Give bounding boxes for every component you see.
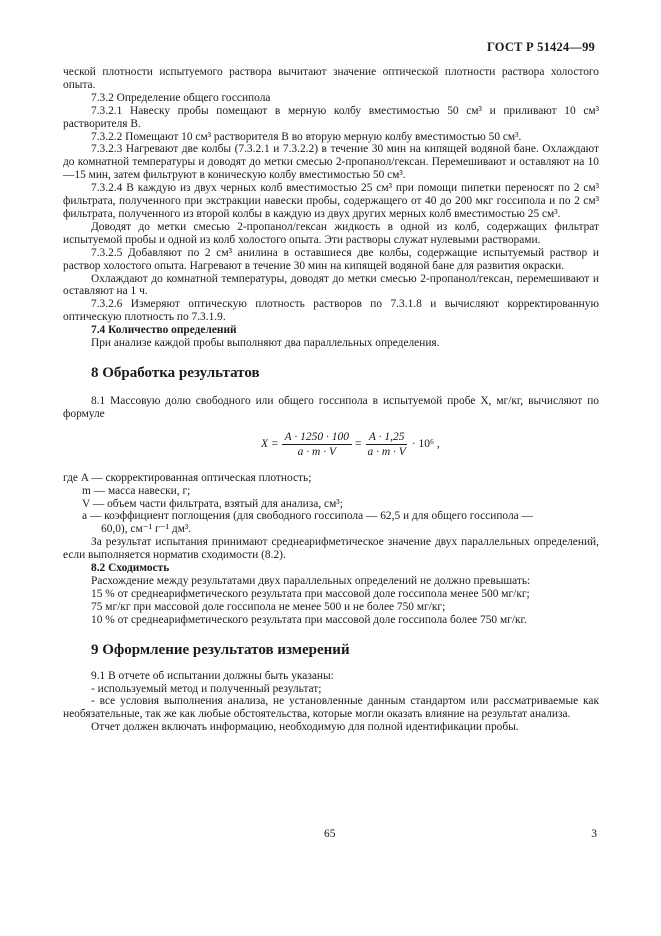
paragraph: 7.3.2.6 Измеряют оптическую плотность растворов по 7.3.1.8 и вычисляют корректированную оптическую плотность по 7.3.1.9. [63,298,599,324]
list-item: - все условия выполнения анализа, не установленные данным стандартом или рассматриваемые как необязательные, так же как любые обстоятельства, которые могли оказать влияние на результат анализа. [63,695,599,721]
definition: a — коэффициент поглощения (для свободного госсипола — 62,5 и для общего госсипола — [82,510,533,523]
definition: где A — скорректированная оптическая плотность; [63,471,312,484]
paragraph: Охлаждают до комнатной температуры, доводят до метки смесью 2-пропанол/гексан, перемешивают и оставляют на 1 ч. [63,272,599,298]
fraction-2 [365,431,409,458]
section-heading-8: 8 Обработка результатов [91,364,260,381]
sheet-number: 3 [591,828,597,840]
paragraph: 7.3.2 Определение общего госсипола [91,91,271,104]
paragraph: При анализе каждой пробы выполняют два параллельных определения. [91,337,440,350]
paragraph: 8.1 Массовую долю свободного или общего госсипола в испытуемой пробе X, мг/кг, вычисляют по формуле [63,394,599,420]
definition: V — объем части фильтрата, взятый для анализа, см³; [82,497,343,510]
paragraph: 7.3.2.5 Добавляют по 2 см³ анилина в оставшиеся две колбы, содержащие испытуемый раствор и раствор холостого опыта. Нагревают в течение 30 мин на кипящей водяной бане для развития окраски. [63,246,599,272]
paragraph: ческой плотности испытуемого раствора вычитают значение оптической плотности раствора холостого опыта. [63,66,599,91]
paragraph: 7.3.2.2 Помещают 10 см³ растворителя B во вторую мерную колбу вместимостью 50 см³. [91,130,522,143]
paragraph: 10 % от среднеарифметического результата при массовой доле госсипола более 750 мг/кг. [91,613,527,626]
paragraph: 75 мг/кг при массовой доле госсипола не менее 500 и не более 750 мг/кг; [91,600,446,613]
subsection-title: 7.4 Количество определений [91,324,237,337]
paragraph: Доводят до метки смесью 2-пропанол/гексан жидкость в одной из колб, содержащих фильтрат испытуемой пробы и одной из колб холостого опыта. Эти растворы служат нулевыми растворами. [63,220,599,246]
paragraph: За результат испытания принимают среднеарифметическое значение двух параллельных определений, если выполняется норматив сходимости (8.2). [63,536,599,562]
fraction-2-denominator: a · m · V [367,445,406,458]
formula-lhs: X = [261,437,279,450]
fraction-2-numerator: A · 1,25 [366,431,408,445]
paragraph: 7.3.2.3 Нагревают две колбы (7.3.2.1 и 7.3.2.2) в течение 30 мин на кипящей водяной бане. Охлаждают до комнатной температуры и доводят до метки смесью 2-пропанол/гексан. Перемешивают и оставляют на 10—15 мин, затем фильтруют в коническую колбу вместимостью 50 см³. [63,143,599,182]
subsection-title: 8.2 Сходимость [91,562,170,575]
section-heading-9: 9 Оформление результатов измерений [91,641,350,658]
paragraph: 15 % от среднеарифметического результата при массовой доле госсипола менее 500 мг/кг; [91,587,530,600]
paragraph: 7.3.2.1 Навеску пробы помещают в мерную колбу вместимостью 50 см³ и приливают 10 см³ растворителя B. [63,104,599,130]
document-body [63,66,599,734]
variable-definitions [63,472,599,537]
fraction-1 [282,431,352,458]
fraction-1-numerator: A · 1250 · 100 [282,431,352,445]
fraction-1-denominator: a · m · V [297,445,336,458]
paragraph: 7.3.2.4 В каждую из двух черных колб вместимостью 25 см³ при помощи пипетки переносят по 2 см³ фильтрата, полученного при экстракции навески пробы, содержащего от 40 до 200 мкг госсипола и по 2 см³ фильтрата, полученного из второй колбы в каждую из двух других мерных колб вместимостью 25 см³. [63,182,599,220]
list-item: - используемый метод и полученный результат; [91,682,322,695]
page-number: 65 [324,828,336,840]
formula-equals: = [355,437,362,450]
paragraph: Отчет должен включать информацию, необходимую для полной идентификации пробы. [91,721,519,734]
paragraph: Расхождение между результатами двух параллельных определений не должно превышать: [91,575,531,587]
definition-continuation: 60,0), см⁻¹ г⁻¹ дм³. [101,523,192,536]
definition: m — масса навески, г; [82,484,191,497]
standard-header: ГОСТ Р 51424—99 [486,40,595,54]
formula-tail: · 10⁶ , [411,437,440,450]
formula [261,431,599,458]
paragraph: 9.1 В отчете об испытании должны быть указаны: [91,669,334,682]
